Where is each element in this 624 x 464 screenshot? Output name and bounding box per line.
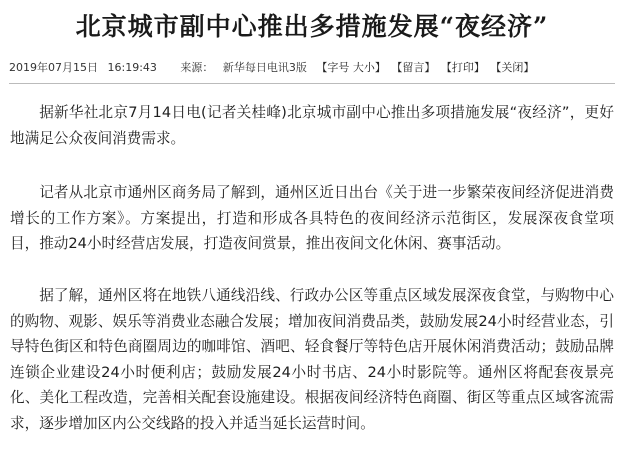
meta-divider (9, 83, 615, 84)
comment-link[interactable]: 【留言】 (391, 61, 436, 74)
article-meta-bar (9, 60, 619, 76)
article-paragraph-1: 据新华社北京7月14日电(记者关桂峰)北京城市副中心推出多项措施发展“夜经济”，更好地满足公众夜间消费需求。 (10, 104, 614, 147)
article-paragraph-3: 据了解，通州区将在地铁八通线沿线、行政办公区等重点区域发展深夜食堂，与购物中心的购物、观影、娱乐等消费业态融合发展；增加夜间消费品类，鼓励发展24小时经营业态，引导特色街区和特色商圈周边的咖啡馆、酒吧、轻食餐厅等特色店开展休闲消费活动；鼓励品牌连锁企业建设24小时便利店；鼓励发展24小时书店、24小时影院等。通州区将配套夜景亮化、美化工程改造，完善相关配套设施建设。根据夜间经济特色商圈、街区等重点区域客流需求，逐步增加区内公交线路的投入并适当延长运营时间。 (10, 287, 614, 432)
publish-date: 2019年07月15日 (9, 61, 98, 74)
font-size-control[interactable]: 【字号 大小】 (316, 61, 386, 74)
close-link[interactable]: 【关闭】 (490, 61, 535, 74)
source-name: 新华每日电讯3版 (222, 61, 307, 74)
article-title: 北京城市副中心推出多措施发展“夜经济” (75, 12, 549, 41)
publish-time: 16:19:43 (107, 61, 157, 74)
source-label: 来源： (180, 61, 214, 74)
print-link[interactable]: 【打印】 (440, 61, 485, 74)
article-paragraph-2: 记者从北京市通州区商务局了解到，通州区近日出台《关于进一步繁荣夜间经济促进消费增长的工作方案》。方案提出，打造和形成各具特色的夜间经济示范街区，发展深夜食堂项目，推动24小时经营店发展，打造夜间赏景，推出夜间文化休闲、赛事活动。 (10, 184, 614, 252)
